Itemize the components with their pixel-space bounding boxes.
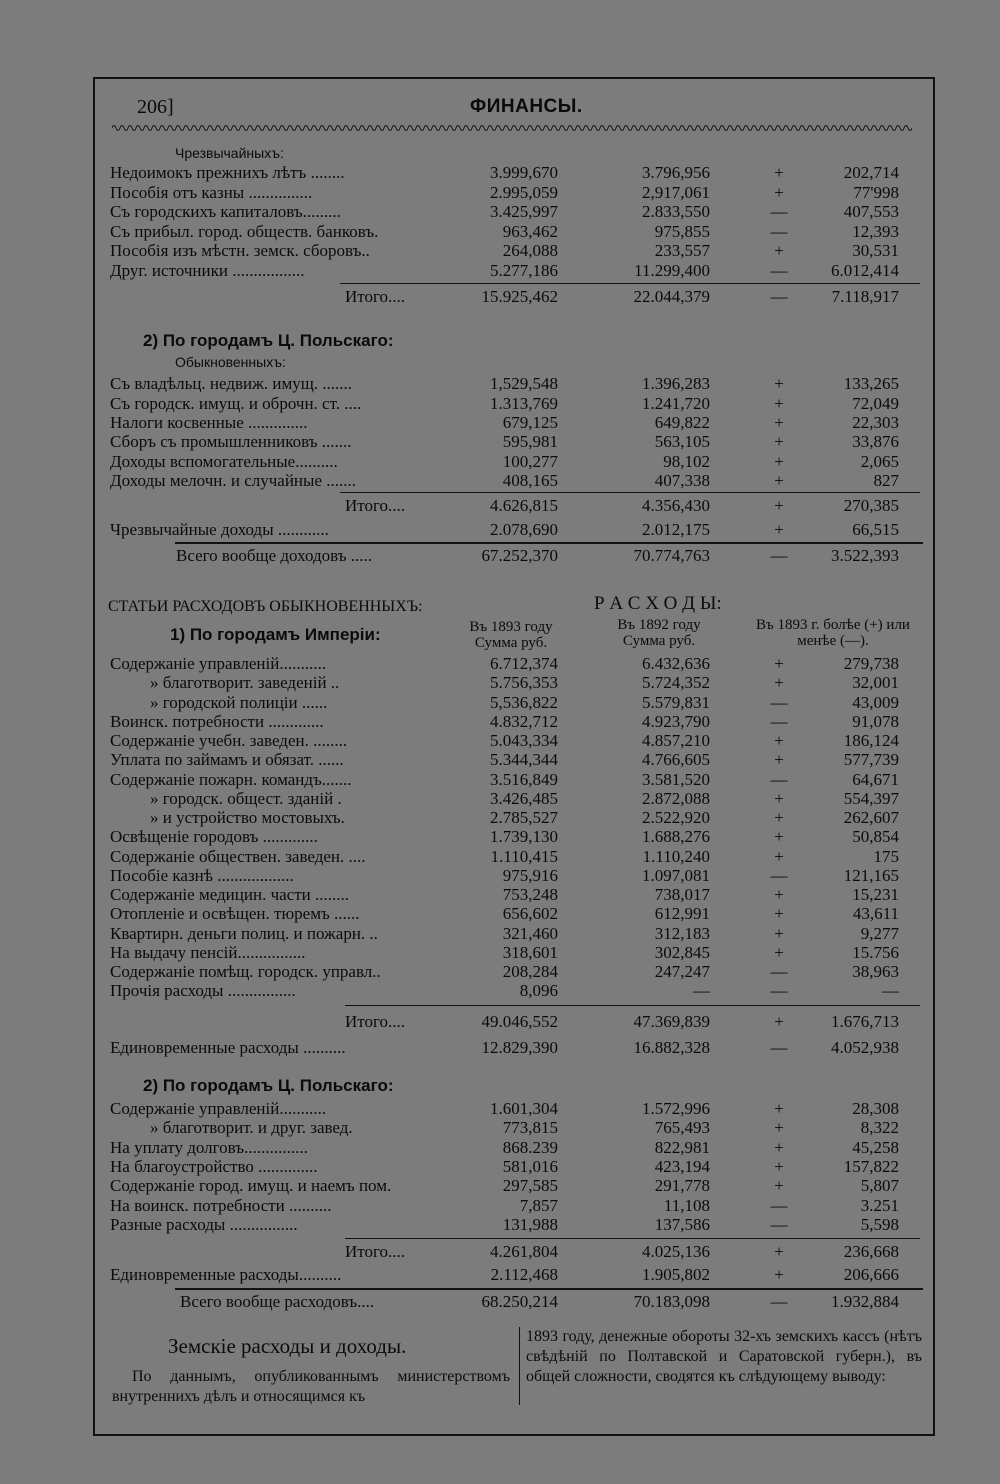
column-header-1892: Въ 1892 году Сумма руб. xyxy=(617,617,701,649)
row-label: Содержаніе управленій........... xyxy=(110,1099,327,1118)
value-1892: 649,822 xyxy=(654,413,710,432)
diff-sign: — xyxy=(770,546,788,565)
value-1892: 137,586 xyxy=(654,1215,710,1234)
row-label: Итого.... xyxy=(345,287,406,306)
value-1893: 12.829,390 xyxy=(481,1038,558,1057)
value-diff: 72,049 xyxy=(852,394,899,413)
value-1893: 963,462 xyxy=(502,222,558,241)
value-diff: 8,322 xyxy=(860,1118,899,1137)
diff-sign: + xyxy=(774,924,784,943)
diff-sign: — xyxy=(770,261,788,280)
table-row xyxy=(0,1176,1000,1195)
row-label: Всего вообще расходовъ.... xyxy=(180,1292,375,1311)
value-1893: 2.785,527 xyxy=(490,808,558,827)
table-row xyxy=(0,847,1000,866)
value-1892: 2.833,550 xyxy=(642,202,710,221)
table-row xyxy=(0,789,1000,808)
total-row xyxy=(0,496,1000,515)
value-1893: 1,529,548 xyxy=(490,374,558,393)
diff-sign: + xyxy=(774,731,784,750)
grand-total-row xyxy=(0,1292,1000,1311)
value-1893: 2.112,468 xyxy=(490,1265,558,1284)
row-label: » и устройство мостовыхъ. xyxy=(150,808,345,827)
value-diff: 827 xyxy=(873,471,899,490)
value-diff: 91,078 xyxy=(852,712,899,731)
table-row xyxy=(0,452,1000,471)
row-label: Сборъ съ промышленниковъ ....... xyxy=(110,432,352,451)
value-diff: 66,515 xyxy=(852,520,899,539)
page-title: ФИНАНСЫ. xyxy=(470,96,583,117)
diff-sign: — xyxy=(770,981,788,1000)
value-1893: 2.995,059 xyxy=(490,183,558,202)
row-label: » благотворит. заведеній .. xyxy=(150,673,340,692)
table-row xyxy=(0,1215,1000,1234)
value-1892: 11,108 xyxy=(663,1196,710,1215)
table-row xyxy=(0,654,1000,673)
value-1892: 22.044,379 xyxy=(633,287,710,306)
diff-sign: — xyxy=(770,770,788,789)
value-1892: 11.299,400 xyxy=(634,261,710,280)
value-1893: 408,165 xyxy=(502,471,558,490)
diff-sign: + xyxy=(774,432,784,451)
right-paragraph: 1893 году, денежные обороты 32-хъ земскихъ кассъ (нѣтъ свѣдѣній по Полтавской и Саратовской губерн.), въ общей сложности, сводятся къ слѣдующему выводу: xyxy=(526,1328,922,1385)
total-row xyxy=(0,1242,1000,1261)
value-1893: 773,815 xyxy=(502,1118,558,1137)
value-1893: 1.313,769 xyxy=(490,394,558,413)
value-diff: — xyxy=(882,981,899,1000)
section-heading: 2) По городамъ Ц. Польскаго: xyxy=(143,331,394,350)
table-row xyxy=(0,962,1000,981)
diff-sign: — xyxy=(770,1215,788,1234)
value-1892: 822,981 xyxy=(654,1138,710,1157)
section-heading: 2) По городамъ Ц. Польскаго: xyxy=(143,1076,394,1095)
value-1893: 68.250,214 xyxy=(481,1292,558,1311)
value-1893: 868.239 xyxy=(502,1138,558,1157)
value-diff: 175 xyxy=(873,847,899,866)
table-row xyxy=(0,1138,1000,1157)
table-rule xyxy=(340,492,920,493)
value-diff: 554,397 xyxy=(843,789,899,808)
value-1892: 291,778 xyxy=(654,1176,710,1195)
value-1892: 70.183,098 xyxy=(633,1292,710,1311)
row-label: На уплату долговъ............... xyxy=(110,1138,308,1157)
value-diff: 5,807 xyxy=(860,1176,899,1195)
value-1892: 423,194 xyxy=(654,1157,710,1176)
table-row xyxy=(0,981,1000,1000)
row-label: Друг. источники ................. xyxy=(110,261,305,280)
expenses-right-title: Р А С Х О Д Ы: xyxy=(594,593,722,614)
table-row xyxy=(0,885,1000,904)
value-1892: 1.097,081 xyxy=(642,866,710,885)
diff-sign: — xyxy=(770,1292,788,1311)
value-1893: 3.516,849 xyxy=(490,770,558,789)
diff-sign: + xyxy=(774,163,784,182)
total-row xyxy=(0,287,1000,306)
row-label: Прочія расходы ................ xyxy=(110,981,296,1000)
row-label: Квартирн. деньги полиц. и пожарн. .. xyxy=(110,924,378,943)
value-1893: 264,088 xyxy=(502,241,558,260)
row-label: Уплата по займамъ и обязат. ...... xyxy=(110,750,344,769)
value-1892: 2,917,061 xyxy=(642,183,710,202)
diff-sign: + xyxy=(774,1099,784,1118)
value-1892: 312,183 xyxy=(654,924,710,943)
table-row xyxy=(0,770,1000,789)
value-1893: 595,981 xyxy=(502,432,558,451)
value-1892: 4.025,136 xyxy=(642,1242,710,1261)
value-1892: 16.882,328 xyxy=(633,1038,710,1057)
row-label: » городск. общест. зданій . xyxy=(150,789,342,808)
value-1892: 5.579,831 xyxy=(642,693,710,712)
table-row xyxy=(0,673,1000,692)
value-1892: 3.796,956 xyxy=(642,163,710,182)
value-diff: 15.756 xyxy=(852,943,899,962)
value-1893: 297,585 xyxy=(502,1176,558,1195)
row-label: » городской полиціи ...... xyxy=(150,693,328,712)
row-label: На благоустройство .............. xyxy=(110,1157,318,1176)
table-rule xyxy=(340,283,920,284)
value-1892: 1.110,240 xyxy=(642,847,710,866)
table-row xyxy=(0,731,1000,750)
row-label: Съ прибыл. город. обществ. банковъ. xyxy=(110,222,379,241)
diff-sign: + xyxy=(774,183,784,202)
row-label: Содержаніе обществен. заведен. .... xyxy=(110,847,366,866)
row-label: Содержаніе медицин. части ........ xyxy=(110,885,349,904)
row-label: Чрезвычайные доходы ............ xyxy=(110,520,329,539)
diff-sign: + xyxy=(774,808,784,827)
value-diff: 236,668 xyxy=(843,1242,899,1261)
diff-sign: — xyxy=(770,202,788,221)
value-1892: 1.396,283 xyxy=(642,374,710,393)
diff-sign: — xyxy=(770,693,788,712)
table-row xyxy=(0,1196,1000,1215)
value-diff: 4.052,938 xyxy=(831,1038,899,1057)
row-label: Содержаніе учебн. заведен. ........ xyxy=(110,731,348,750)
diff-sign: + xyxy=(774,673,784,692)
table-row xyxy=(0,1157,1000,1176)
value-1892: 247,247 xyxy=(654,962,710,981)
value-diff: 577,739 xyxy=(843,750,899,769)
value-1893: 975,916 xyxy=(502,866,558,885)
value-diff: 1.676,713 xyxy=(831,1012,899,1031)
value-1893: 656,602 xyxy=(502,904,558,923)
value-diff: 15,231 xyxy=(852,885,899,904)
diff-sign: — xyxy=(770,222,788,241)
value-diff: 12,393 xyxy=(852,222,899,241)
row-label: Отопленіе и освѣщен. тюремъ ...... xyxy=(110,904,360,923)
row-label: Содержаніе управленій........... xyxy=(110,654,327,673)
expenses-left-title: СТАТЬИ РАСХОДОВЪ ОБЫКНОВЕННЫХЪ: xyxy=(108,598,423,615)
table-rule xyxy=(175,542,923,544)
diff-sign: + xyxy=(774,827,784,846)
row-label: На выдачу пенсій................ xyxy=(110,943,306,962)
value-1892: 2.872,088 xyxy=(642,789,710,808)
value-1893: 5.344,344 xyxy=(490,750,558,769)
value-1892: 302,845 xyxy=(654,943,710,962)
value-diff: 202,714 xyxy=(843,163,899,182)
table-row xyxy=(0,241,1000,260)
value-1892: 3.581,520 xyxy=(642,770,710,789)
value-diff: 30,531 xyxy=(852,241,899,260)
value-diff: 45,258 xyxy=(852,1138,899,1157)
section-subtitle: Обыкновенныхъ: xyxy=(175,354,286,370)
table-row xyxy=(0,904,1000,923)
value-1893: 1.110,415 xyxy=(490,847,558,866)
table-row xyxy=(0,693,1000,712)
wavy-divider xyxy=(112,122,912,134)
value-diff: 77'998 xyxy=(853,183,899,202)
value-diff: 270,385 xyxy=(843,496,899,515)
value-diff: 3.251 xyxy=(860,1196,899,1215)
extra-row xyxy=(0,1038,1000,1057)
table-row xyxy=(0,163,1000,182)
diff-sign: — xyxy=(770,287,788,306)
table-row xyxy=(0,183,1000,202)
row-label: Содержаніе помѣщ. городск. управл.. xyxy=(110,962,381,981)
value-1892: 4.857,210 xyxy=(642,731,710,750)
value-1892: 1.688,276 xyxy=(642,827,710,846)
diff-sign: + xyxy=(774,750,784,769)
table-row xyxy=(0,1099,1000,1118)
table-row xyxy=(0,750,1000,769)
value-1893: 1.739,130 xyxy=(490,827,558,846)
value-1893: 4.832,712 xyxy=(490,712,558,731)
value-1893: 5.277,186 xyxy=(490,261,558,280)
value-diff: 206,666 xyxy=(843,1265,899,1284)
diff-sign: — xyxy=(770,866,788,885)
value-diff: 22,303 xyxy=(852,413,899,432)
value-1893: 7,857 xyxy=(519,1196,558,1215)
row-label: Единовременные расходы.......... xyxy=(110,1265,342,1284)
row-label: Освѣщеніе городовъ ............. xyxy=(110,827,318,846)
value-diff: 33,876 xyxy=(852,432,899,451)
row-label: Итого.... xyxy=(345,1242,406,1261)
value-diff: 2,065 xyxy=(860,452,899,471)
value-diff: 5,598 xyxy=(860,1215,899,1234)
value-1893: 1.601,304 xyxy=(490,1099,558,1118)
row-label: На воинск. потребности .......... xyxy=(110,1196,332,1215)
value-1893: 318,601 xyxy=(502,943,558,962)
diff-sign: — xyxy=(770,1196,788,1215)
diff-sign: + xyxy=(774,943,784,962)
diff-sign: + xyxy=(774,885,784,904)
table-row xyxy=(0,808,1000,827)
value-1892: 1.241,720 xyxy=(642,394,710,413)
table-row xyxy=(0,866,1000,885)
row-label: Пособія отъ казны ............... xyxy=(110,183,313,202)
row-label: Содержаніе пожарн. командъ....... xyxy=(110,770,352,789)
diff-sign: + xyxy=(774,1138,784,1157)
value-diff: 64,671 xyxy=(852,770,899,789)
diff-sign: + xyxy=(774,471,784,490)
diff-sign: + xyxy=(774,654,784,673)
diff-sign: — xyxy=(770,1038,788,1057)
table-row xyxy=(0,712,1000,731)
table-row xyxy=(0,222,1000,241)
value-1893: 2.078,690 xyxy=(490,520,558,539)
extra-row xyxy=(0,520,1000,539)
value-1892: 1.572,996 xyxy=(642,1099,710,1118)
extra-row xyxy=(0,1265,1000,1284)
row-label: Доходы мелочн. и случайные ....... xyxy=(110,471,356,490)
row-label: Доходы вспомогательные.......... xyxy=(110,452,338,471)
column-header-1893: Въ 1893 году Сумма руб. xyxy=(469,619,553,651)
value-1893: 4.626,815 xyxy=(490,496,558,515)
value-1893: 753,248 xyxy=(502,885,558,904)
value-1893: 15.925,462 xyxy=(481,287,558,306)
value-1893: 5.756,353 xyxy=(490,673,558,692)
diff-sign: + xyxy=(774,394,784,413)
value-diff: 133,265 xyxy=(843,374,899,393)
table-row xyxy=(0,202,1000,221)
value-1892: 4.766,605 xyxy=(642,750,710,769)
row-label: Съ владѣльц. недвиж. имущ. ....... xyxy=(110,374,353,393)
value-1892: 233,557 xyxy=(654,241,710,260)
value-1893: 131,988 xyxy=(502,1215,558,1234)
value-1893: 3.999,670 xyxy=(490,163,558,182)
diff-sign: — xyxy=(770,962,788,981)
value-1892: 47.369,839 xyxy=(633,1012,710,1031)
value-diff: 50,854 xyxy=(852,827,899,846)
value-1892: 98,102 xyxy=(663,452,710,471)
value-1892: 4.356,430 xyxy=(642,496,710,515)
table-rule xyxy=(345,1005,920,1006)
table-rule xyxy=(345,1238,920,1239)
table-row xyxy=(0,394,1000,413)
page-number: 206] xyxy=(137,96,174,118)
value-1893: 3.426,485 xyxy=(490,789,558,808)
value-1892: 738,017 xyxy=(654,885,710,904)
value-1892: 612,991 xyxy=(654,904,710,923)
diff-sign: + xyxy=(774,847,784,866)
value-1893: 6.712,374 xyxy=(490,654,558,673)
row-label: Пособія изъ мѣстн. земск. сборовъ.. xyxy=(110,241,370,260)
section-subtitle: Чрезвычайныхъ: xyxy=(175,145,284,161)
row-label: Единовременные расходы .......... xyxy=(110,1038,346,1057)
row-label: » благотворит. и друг. завед. xyxy=(150,1118,353,1137)
value-1893: 5,536,822 xyxy=(490,693,558,712)
row-label: Воинск. потребности ............. xyxy=(110,712,324,731)
diff-sign: + xyxy=(774,1012,784,1031)
value-diff: 7.118,917 xyxy=(831,287,899,306)
table-rule xyxy=(175,1288,923,1290)
value-1893: 49.046,552 xyxy=(481,1012,558,1031)
row-label: Пособіе казнѣ .................. xyxy=(110,866,294,885)
value-1892: 1.905,802 xyxy=(642,1265,710,1284)
table-row xyxy=(0,1118,1000,1137)
diff-sign: + xyxy=(774,904,784,923)
value-1892: 765,493 xyxy=(654,1118,710,1137)
value-diff: 121,165 xyxy=(843,866,899,885)
value-1892: 2.522,920 xyxy=(642,808,710,827)
diff-sign: + xyxy=(774,1265,784,1284)
table-row xyxy=(0,261,1000,280)
value-1892: 975,855 xyxy=(654,222,710,241)
row-label: Итого.... xyxy=(345,1012,406,1031)
table-row xyxy=(0,827,1000,846)
column-divider xyxy=(519,1327,520,1405)
diff-sign: + xyxy=(774,1118,784,1137)
column-header-diff: Въ 1893 г. болѣе (+) или менѣе (—). xyxy=(756,617,910,649)
row-label: Недоимокъ прежнихъ лѣтъ ........ xyxy=(110,163,345,182)
diff-sign: + xyxy=(774,520,784,539)
value-1892: 4.923,790 xyxy=(642,712,710,731)
value-1893: 581,016 xyxy=(502,1157,558,1176)
value-diff: 186,124 xyxy=(843,731,899,750)
value-diff: 3.522,393 xyxy=(831,546,899,565)
total-row xyxy=(0,1012,1000,1031)
value-diff: 43,611 xyxy=(852,904,899,923)
value-diff: 43,009 xyxy=(852,693,899,712)
value-diff: 262,607 xyxy=(843,808,899,827)
value-1893: 679,125 xyxy=(502,413,558,432)
value-diff: 6.012,414 xyxy=(831,261,899,280)
row-label: Разные расходы ................ xyxy=(110,1215,298,1234)
diff-sign: + xyxy=(774,374,784,393)
value-1892: 70.774,763 xyxy=(633,546,710,565)
table-row xyxy=(0,374,1000,393)
value-diff: 407,553 xyxy=(843,202,899,221)
left-paragraph: По даннымъ, опубликованнымъ министерствомъ внутреннихъ дѣлъ и относящимся къ xyxy=(112,1368,510,1405)
value-1892: 6.432,636 xyxy=(642,654,710,673)
grand-total-row xyxy=(0,546,1000,565)
table-row xyxy=(0,432,1000,451)
value-1893: 100,277 xyxy=(502,452,558,471)
row-label: Содержаніе город. имущ. и наемъ пом. xyxy=(110,1176,392,1195)
value-1892: 563,105 xyxy=(654,432,710,451)
value-diff: 28,308 xyxy=(852,1099,899,1118)
diff-sign: + xyxy=(774,452,784,471)
diff-sign: — xyxy=(770,712,788,731)
table-row xyxy=(0,471,1000,490)
value-diff: 1.932,884 xyxy=(831,1292,899,1311)
diff-sign: + xyxy=(774,1176,784,1195)
value-1892: 2.012,175 xyxy=(642,520,710,539)
value-diff: 279,738 xyxy=(843,654,899,673)
value-1892: — xyxy=(693,981,710,1000)
row-label: Всего вообще доходовъ ..... xyxy=(176,546,373,565)
value-1893: 208,284 xyxy=(502,962,558,981)
diff-sign: + xyxy=(774,1157,784,1176)
section-heading: 1) По городамъ Имперіи: xyxy=(170,625,381,644)
value-1893: 3.425,997 xyxy=(490,202,558,221)
row-label: Съ городскихъ капиталовъ......... xyxy=(110,202,341,221)
table-row xyxy=(0,413,1000,432)
value-1893: 5.043,334 xyxy=(490,731,558,750)
diff-sign: + xyxy=(774,241,784,260)
diff-sign: + xyxy=(774,789,784,808)
value-diff: 32,001 xyxy=(852,673,899,692)
row-label: Налоги косвенные .............. xyxy=(110,413,308,432)
row-label: Съ городск. имущ. и оброчн. ст. .... xyxy=(110,394,362,413)
table-row xyxy=(0,924,1000,943)
diff-sign: + xyxy=(774,1242,784,1261)
value-diff: 157,822 xyxy=(843,1157,899,1176)
table-row xyxy=(0,943,1000,962)
value-1893: 321,460 xyxy=(502,924,558,943)
value-1892: 407,338 xyxy=(654,471,710,490)
diff-sign: + xyxy=(774,413,784,432)
value-diff: 9,277 xyxy=(860,924,899,943)
diff-sign: + xyxy=(774,496,784,515)
value-1893: 67.252,370 xyxy=(481,546,558,565)
bottom-heading: Земскіе расходы и доходы. xyxy=(168,1334,407,1358)
value-diff: 38,963 xyxy=(852,962,899,981)
value-1892: 5.724,352 xyxy=(642,673,710,692)
value-1893: 8,096 xyxy=(519,981,558,1000)
value-1893: 4.261,804 xyxy=(490,1242,558,1261)
row-label: Итого.... xyxy=(345,496,406,515)
